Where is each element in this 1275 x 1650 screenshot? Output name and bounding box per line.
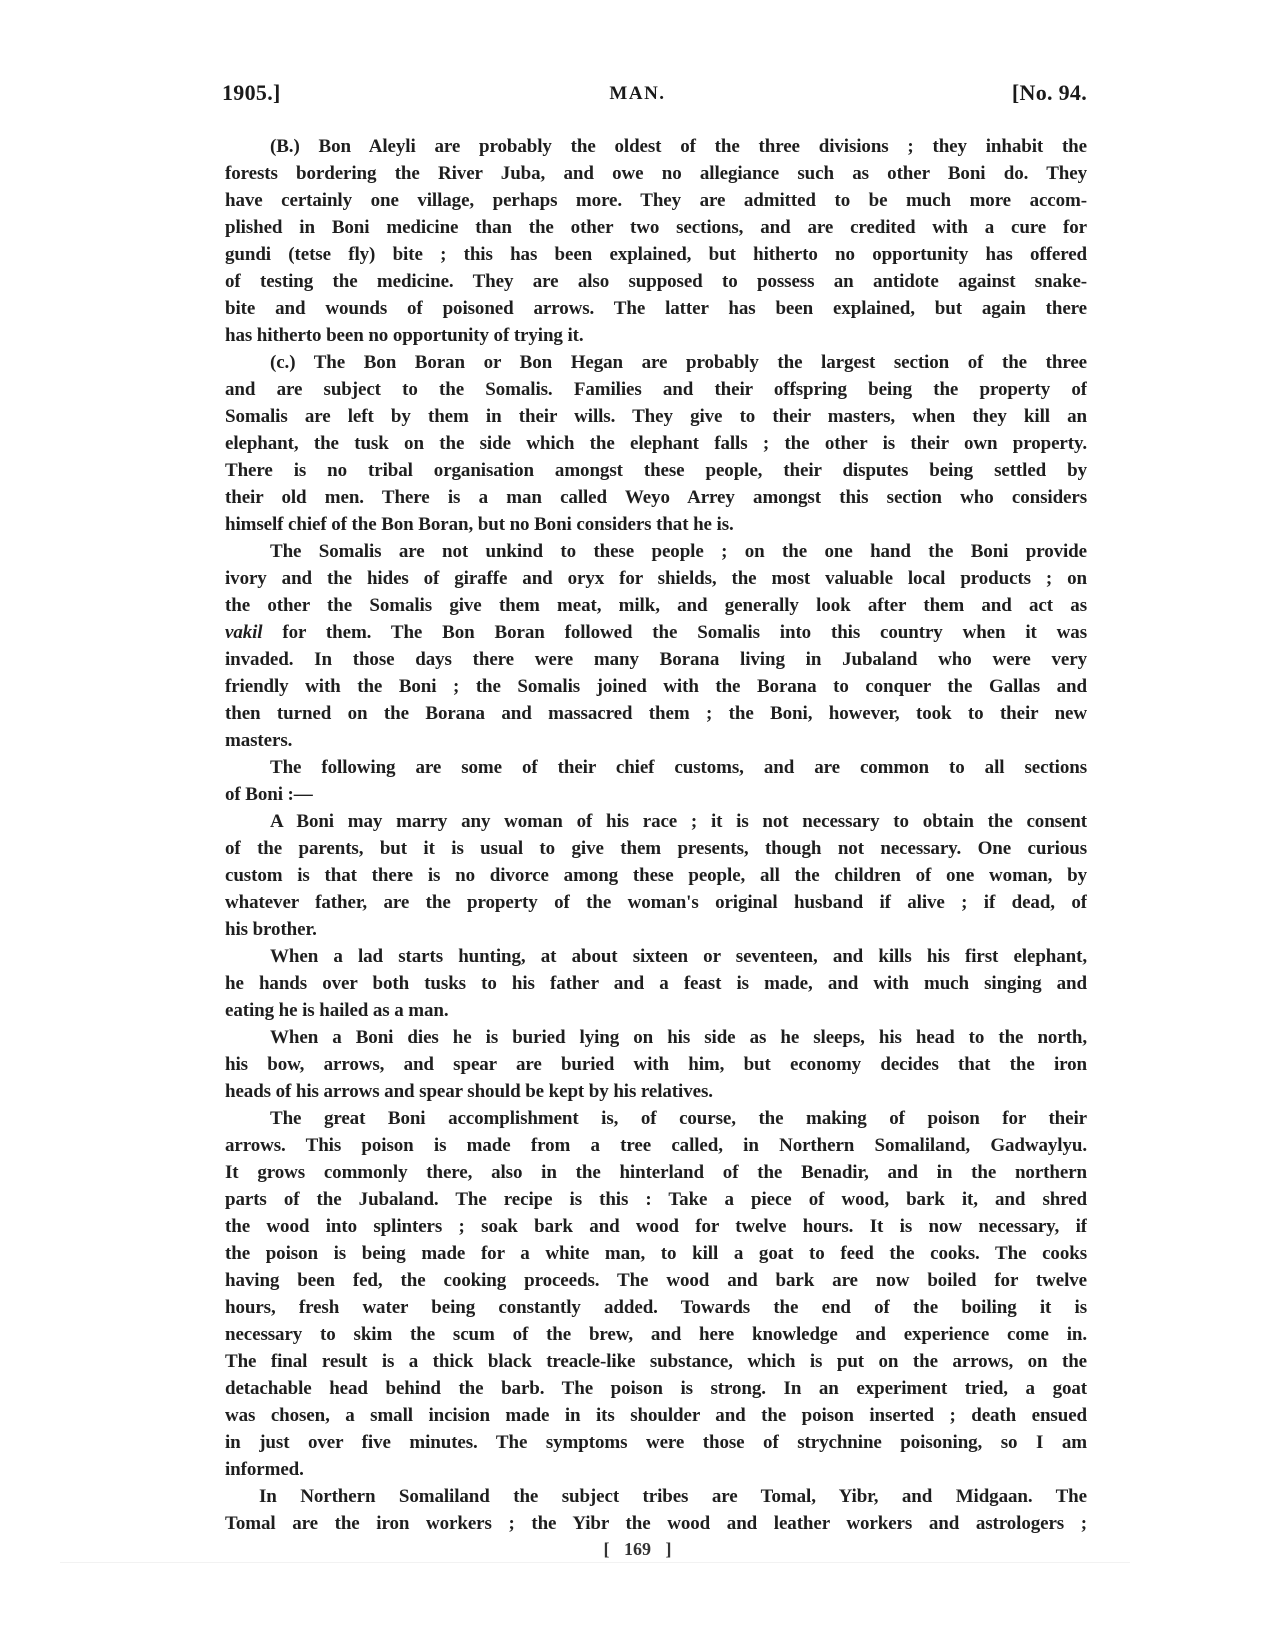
header-journal-title: MAN. [609, 83, 666, 104]
text-line: and are subject to the Somalis. Families and their offspring being the property of [225, 379, 1087, 400]
text-line: the poison is being made for a white man, to kill a goat to feed the cooks. The cooks [225, 1243, 1087, 1264]
text-line: The great Boni accomplishment is, of course, the making of poison for their [270, 1108, 1087, 1129]
text-line: whatever father, are the property of the woman's original husband if alive ; if dead, of [225, 892, 1087, 913]
text-line: he hands over both tusks to his father and a feast is made, and with much singing and [225, 973, 1087, 994]
text-line: gundi (tetse fly) bite ; this has been explained, but hitherto no opportunity has offered [225, 244, 1087, 265]
text-line: custom is that there is no divorce among these people, all the children of one woman, by [225, 865, 1087, 886]
text-line: hours, fresh water being constantly added. Towards the end of the boiling it is [225, 1297, 1087, 1318]
text-line: There is no tribal organisation amongst these people, their disputes being settled by [225, 460, 1087, 481]
text-line: Tomal are the iron workers ; the Yibr the wood and leather workers and astrologers ; [225, 1513, 1087, 1534]
text-line: invaded. In those days there were many Borana living in Jubaland who were very [225, 649, 1087, 670]
text-line: elephant, the tusk on the side which the elephant falls ; the other is their own property. [225, 433, 1087, 454]
paragraph-poison [225, 1105, 1087, 1483]
text-line: parts of the Jubaland. The recipe is this : Take a piece of wood, bark it, and shred [225, 1189, 1087, 1210]
text-line: The Somalis are not unkind to these people ; on the one hand the Boni provide [270, 541, 1087, 562]
text-line: has hitherto been no opportunity of trying it. [225, 325, 584, 346]
text-line: have certainly one village, perhaps more. They are admitted to be much more accom- [225, 190, 1087, 211]
text-line: informed. [225, 1459, 304, 1480]
text-line: the wood into splinters ; soak bark and wood for twelve hours. It is now necessary, if [225, 1216, 1087, 1237]
text-line: himself chief of the Bon Boran, but no Boni considers that he is. [225, 514, 734, 535]
page-number: [ 169 ] [603, 1539, 672, 1559]
paragraph-hunting [225, 943, 1087, 1024]
text-line: heads of his arrows and spear should be kept by his relatives. [225, 1081, 713, 1102]
paragraph-marriage [225, 808, 1087, 943]
text-line: eating he is hailed as a man. [225, 1000, 449, 1021]
text-line: of the parents, but it is usual to give them presents, though not necessary. One curious [225, 838, 1087, 859]
paragraph-section-c [225, 349, 1087, 538]
paragraph-burial [225, 1024, 1087, 1105]
paragraph-section-b [225, 133, 1087, 349]
text-line: detachable head behind the barb. The poison is strong. In an experiment tried, a goat [225, 1378, 1087, 1399]
text-line: of Boni :— [225, 784, 313, 805]
text-line: In Northern Somaliland the subject tribes are Tomal, Yibr, and Midgaan. The [259, 1486, 1087, 1507]
text-line: of testing the medicine. They are also supposed to possess an antidote against snake- [225, 271, 1087, 292]
page-edge-divider [60, 1562, 1130, 1563]
text-line: When a Boni dies he is buried lying on his side as he sleeps, his head to the north, [270, 1027, 1087, 1048]
text-line: necessary to skim the scum of the brew, and here knowledge and experience come in. [225, 1324, 1087, 1345]
body-text [225, 133, 1087, 1537]
header-year: 1905.] [222, 80, 281, 105]
text-line: A Boni may marry any woman of his race ; it is not necessary to obtain the consent [270, 811, 1087, 832]
text-line: (c.) The Bon Boran or Bon Hegan are probably the largest section of the three [270, 352, 1087, 373]
text-line: was chosen, a small incision made in its shoulder and the poison inserted ; death ensued [225, 1405, 1087, 1426]
text-line: having been fed, the cooking proceeds. The wood and bark are now boiled for twelve [225, 1270, 1087, 1291]
paragraph-somalis [225, 538, 1087, 754]
text-line: arrows. This poison is made from a tree called, in Northern Somaliland, Gadwaylyu. [225, 1135, 1087, 1156]
text-line: plished in Boni medicine than the other two sections, and are credited with a cure for [225, 217, 1087, 238]
text-line: The following are some of their chief customs, and are common to all sections [270, 757, 1087, 778]
text-line: The final result is a thick black treacle-like substance, which is put on the arrows, on the [225, 1351, 1087, 1372]
text-line: When a lad starts hunting, at about sixteen or seventeen, and kills his first elephant, [270, 946, 1087, 967]
header-issue-number: [No. 94. [1011, 80, 1087, 105]
text-line: vakil for them. The Bon Boran followed the Somalis into this country when it was [225, 622, 1087, 643]
text-line: bite and wounds of poisoned arrows. The latter has been explained, but again there [225, 298, 1087, 319]
paragraph-customs-intro [225, 754, 1087, 808]
text-line: friendly with the Boni ; the Somalis joined with the Borana to conquer the Gallas and [225, 676, 1087, 697]
text-line: the other the Somalis give them meat, milk, and generally look after them and act as [225, 595, 1087, 616]
text-line: then turned on the Borana and massacred them ; the Boni, however, took to their new [225, 703, 1087, 724]
text-line: Somalis are left by them in their wills. They give to their masters, when they kill an [225, 406, 1087, 427]
italic-term: vakil [225, 622, 263, 643]
text-line: masters. [225, 730, 293, 751]
text-line: It grows commonly there, also in the hinterland of the Benadir, and in the northern [225, 1162, 1087, 1183]
text-line: his bow, arrows, and spear are buried with him, but economy decides that the iron [225, 1054, 1087, 1075]
text-line: their old men. There is a man called Weyo Arrey amongst this section who considers [225, 487, 1087, 508]
text-line: in just over five minutes. The symptoms were those of strychnine poisoning, so I am [225, 1432, 1087, 1453]
text-line: forests bordering the River Juba, and owe no allegiance such as other Boni do. They [225, 163, 1087, 184]
text-line: his brother. [225, 919, 317, 940]
text-line: (B.) Bon Aleyli are probably the oldest of the three divisions ; they inhabit the [270, 136, 1087, 157]
text-line: ivory and the hides of giraffe and oryx for shields, the most valuable local products ; on [225, 568, 1087, 589]
paragraph-northern-somaliland [225, 1483, 1087, 1537]
